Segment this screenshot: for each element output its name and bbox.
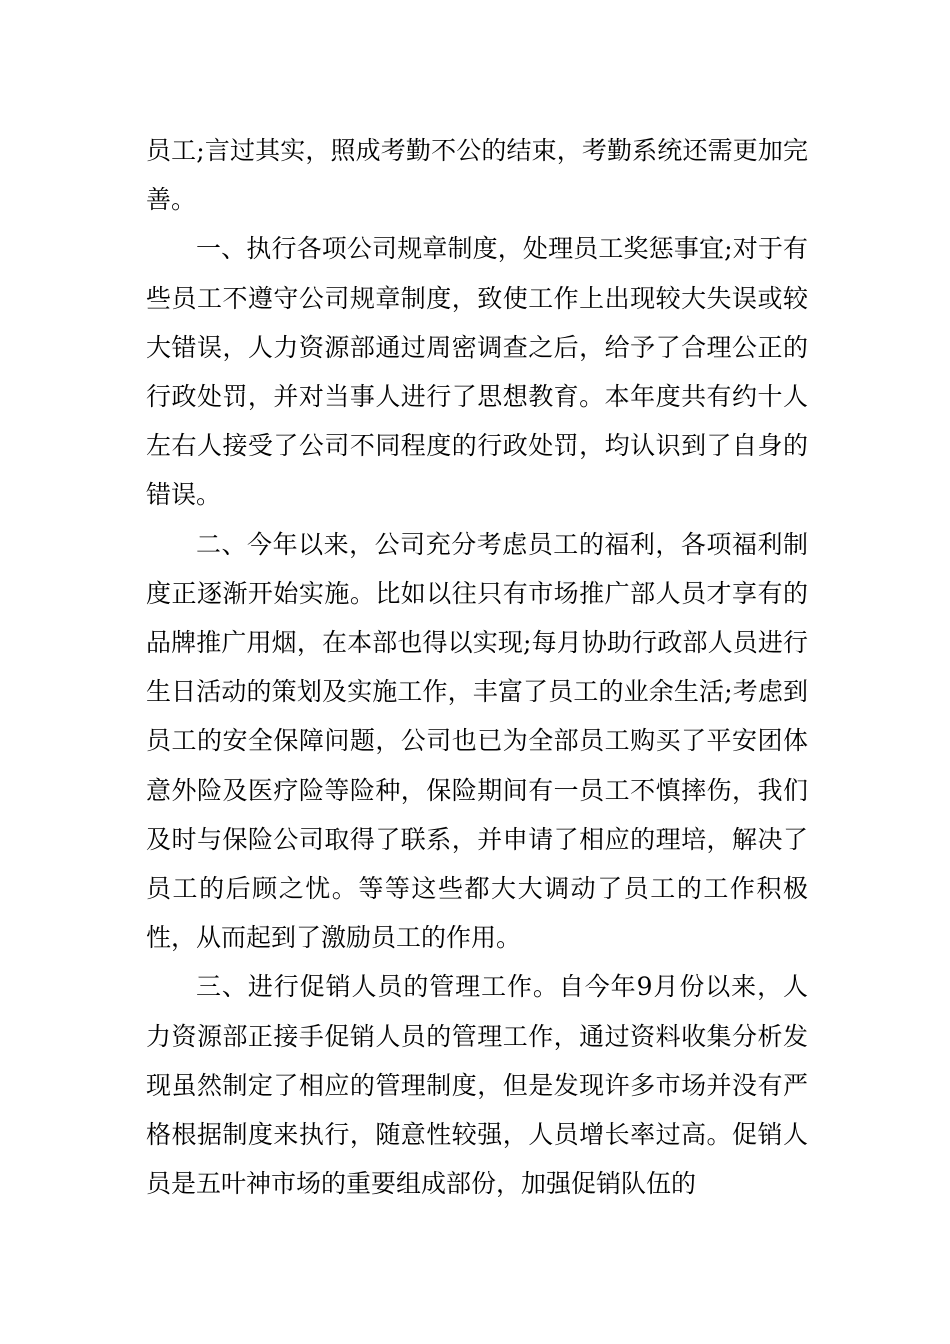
paragraph-continuation: 员工;言过其实，照成考勤不公的结束，考勤系统还需更加完善。: [146, 136, 808, 215]
document-body: [146, 126, 808, 1208]
paragraph-section-3: 三、进行促销人员的管理工作。自今年9月份以来，人力资源部正接手促销人员的管理工作，通过资料收集分析发现虽然制定了相应的管理制度，但是发现许多市场并没有严格根据制度来执行，随意性较强，人员增长率过高。促销人员是五叶神市场的重要组成部份，加强促销队伍的: [146, 972, 808, 1199]
paragraph-section-1: 一、执行各项公司规章制度，处理员工奖惩事宜;对于有些员工不遵守公司规章制度，致使工作上出现较大失误或较大错误，人力资源部通过周密调查之后，给予了合理公正的行政处罚，并对当事人进行了思想教育。本年度共有约十人左右人接受了公司不同程度的行政处罚，均认识到了自身的错误。: [146, 234, 808, 510]
paragraph-section-2: 二、今年以来，公司充分考虑员工的福利，各项福利制度正逐渐开始实施。比如以往只有市场推广部人员才享有的品牌推广用烟，在本部也得以实现;每月协助行政部人员进行生日活动的策划及实施工作，丰富了员工的业余生活;考虑到员工的安全保障问题，公司也已为全部员工购买了平安团体意外险及医疗险等险种，保险期间有一员工不慎摔伤，我们及时与保险公司取得了联系，并申请了相应的理培，解决了员工的后顾之忧。等等这些都大大调动了员工的工作积极性，从而起到了激励员工的作用。: [146, 529, 808, 953]
